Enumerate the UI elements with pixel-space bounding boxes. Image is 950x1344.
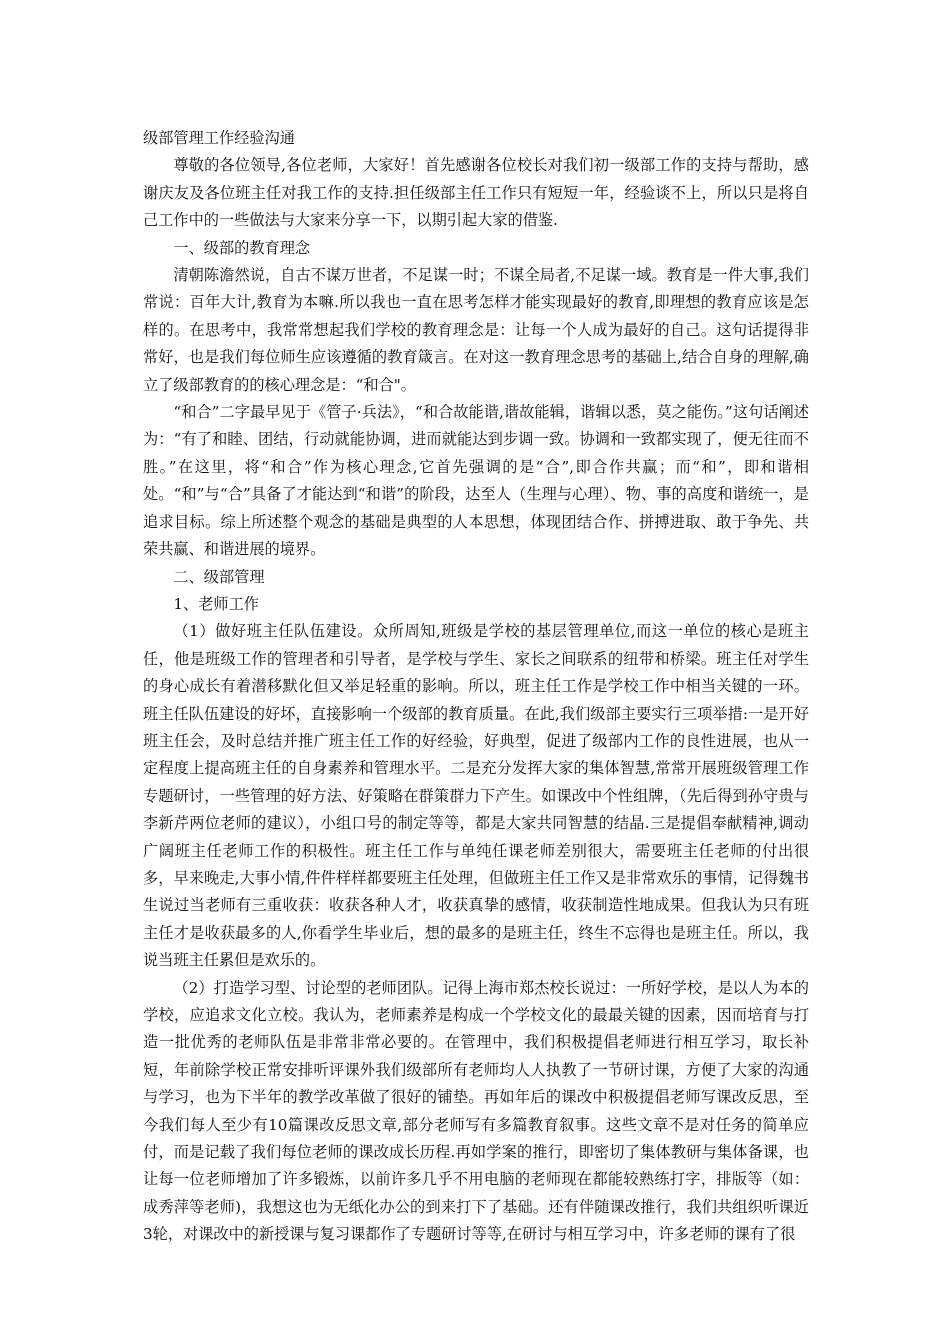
- paragraph-philosophy: 清朝陈澹然说，自古不谋万世者，不足谋一时；不谋全局者,不足谋一域。教育是一件大事,我们常说：百年大计,教育为本嘛.所以我也一直在思考怎样才能实现最好的教育,即理想的教育应该是怎样的。在思考中，我常常想起我们学校的教育理念是：让每一个人成为最好的自己。这句话提得非常好，也是我们每位师生应该遵循的教育箴言。在对这一教育理念思考的基础上,结合自身的理解,确立了级部教育的的核心理念是：“和合"。: [143, 266, 809, 394]
- document-title: 级部管理工作经验沟通: [143, 129, 295, 147]
- paragraph-head-teacher-team: （1）做好班主任队伍建设。众所周知,班级是学校的基层管理单位,而这一单位的核心是班主任，他是班级工作的管理者和引导者，是学校与学生、家长之间联系的纽带和桥梁。班主任对学生的身心成长有着潜移默化但又举足轻重的影响。所以，班主任工作是学校工作中相当关键的一环。班主任队伍建设的好坏，直接影响一个级部的教育质量。在此,我们级部主要实行三项举措:一是开好班主任会，及时总结并推广班主任工作的好经验，好典型，促进了级部内工作的良性进展，也从一定程度上提高班主任的自身素养和管理水平。二是充分发挥大家的集体智慧,常常开展班级管理工作专题研讨，一些管理的好方法、好策略在群策群力下产生。如课改中个性组牌，（先后得到孙守贵与李新芹两位老师的建议），小组口号的制定等等，都是大家共同智慧的结晶.三是提倡奉献精神,调动广阔班主任老师工作的积极性。班主任工作与单纯任课老师差别很大，需要班主任老师的付出很多，早来晚走,大事小情,件件样样都要班主任处理，但做班主任工作又是非常欢乐的事情，记得魏书生说过当老师有三重收获：收获各种人才，收获真挚的感情，收获制造性地成果。但我认为只有班主任才是收获最多的人,你看学生毕业后，想的最多的是班主任，终生不忘得也是班主任。所以，我说当班主任累但是欢乐的。: [143, 622, 809, 970]
- paragraph-hehe: “和合”二字最早见于《管子·兵法》，“和合故能谐,谐故能辑，谐辑以悉，莫之能伤。”这句话阐述为：“有了和睦、团结，行动就能协调，进而就能达到步调一致。协调和一致都实现了，便无往而不胜。”在这里，将“和合”作为核心理念,它首先强调的是“合”,即合作共赢；而“和”，即和谐相处。“和”与“合”具备了才能达到“和谐”的阶段，达至人（生理与心理）、物、事的高度和谐统一，是追求目标。综上所述整个观念的基础是典型的人本思想，体现团结合作、拼搏进取、敢于争先、共荣共赢、和谐进展的境界。: [143, 403, 809, 559]
- subsection-heading-teacher-work: 1、老师工作: [173, 594, 259, 613]
- document-page: [143, 125, 809, 1249]
- paragraph-learning-team: （2）打造学习型、讨论型的老师团队。记得上海市郑杰校长说过：一所好学校，是以人为本的学校，应追求文化立校。我认为，老师素养是构成一个学校文化的最最关键的因素，因而培育与打造一批优秀的老师队伍是非常非常必要的。在管理中，我们积极提倡老师进行相互学习，取长补短，年前除学校正常安排听评课外我们级部所有老师均人人执教了一节研讨课，方便了大家的沟通与学习，也为下半年的教学改革做了很好的铺垫。再如年后的课改中积极提倡老师写课改反思，至今我们每人至少有10篇课改反思文章,部分老师写有多篇教育叙事。这些文章不是对任务的简单应付，而是记载了我们每位老师的课改成长历程.再如学案的推行，即密切了集体教研与集体备课，也让每一位老师增加了许多锻炼，以前许多几乎不用电脑的老师现在都能较熟练打字，排版等（如：成秀萍等老师)，我想这也为无纸化办公的到来打下了基础。还有伴随课改推行，我们共组织听课近3轮，对课改中的新授课与复习课都作了专题研讨等等,在研讨与相互学习中，许多老师的课有了很: [143, 978, 809, 1244]
- section-heading-education-philosophy: 一、级部的教育理念: [173, 238, 311, 257]
- paragraph-greeting: 尊敬的各位领导,各位老师，大家好！首先感谢各位校长对我们初一级部工作的支持与帮助，感谢庆友及各位班主任对我工作的支持.担任级部主任工作只有短短一年，经验谈不上，所以只是将自己工作中的一些做法与大家来分享一下，以期引起大家的借鉴.: [143, 156, 809, 230]
- section-heading-management: 二、级部管理: [173, 567, 265, 586]
